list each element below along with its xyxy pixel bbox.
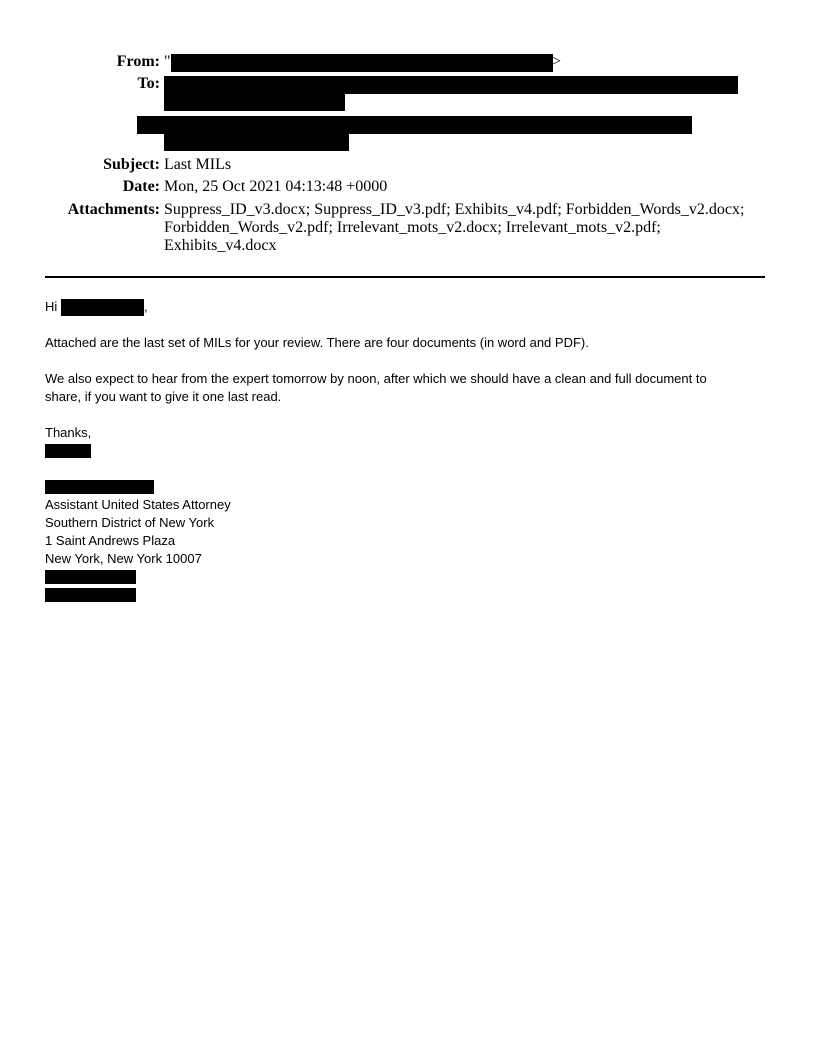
body-paragraph: We also expect to hear from the expert tomorrow by noon, after which we should have a clean and full document to [45, 371, 707, 386]
redaction-phone [45, 588, 136, 602]
subject-value: Last MILs [164, 156, 232, 173]
body-paragraph: Attached are the last set of MILs for your review. There are four documents (in word and PDF). [45, 335, 589, 350]
from-label: From: [116, 53, 160, 70]
redaction-sender-first-name [45, 444, 91, 458]
redaction-from [171, 54, 553, 72]
redaction-sender-full-name [45, 480, 154, 494]
from-quote: " [164, 53, 171, 70]
redaction-to-4 [164, 134, 349, 151]
greeting-prefix: Hi [45, 299, 58, 314]
redaction-to-3 [137, 116, 692, 134]
header-divider [45, 276, 765, 278]
attachment-list-line: Suppress_ID_v3.docx; Suppress_ID_v3.pdf; Exhibits_v4.pdf; Forbidden_Words_v2.docx; [164, 201, 745, 218]
from-bracket: > [552, 53, 562, 70]
redaction-to-1 [164, 76, 738, 94]
attachment-list-line: Exhibits_v4.docx [164, 237, 277, 254]
greeting-comma: , [144, 299, 148, 314]
signature-title: Assistant United States Attorney [45, 497, 231, 512]
subject-label: Subject: [103, 156, 160, 173]
attachment-list-line: Forbidden_Words_v2.pdf; Irrelevant_mots_v2.docx; Irrelevant_mots_v2.pdf; [164, 219, 661, 236]
date-label: Date: [122, 178, 160, 195]
closing: Thanks, [45, 425, 92, 440]
signature-address-line: 1 Saint Andrews Plaza [45, 533, 176, 548]
redaction-phone [45, 570, 136, 584]
redaction-to-2 [164, 94, 345, 111]
body-paragraph: share, if you want to give it one last read. [45, 389, 282, 404]
signature-office: Southern District of New York [45, 515, 215, 530]
to-label: To: [137, 75, 160, 92]
attachments-label: Attachments: [67, 201, 160, 218]
signature-address-line: New York, New York 10007 [45, 551, 202, 566]
date-value: Mon, 25 Oct 2021 04:13:48 +0000 [164, 178, 388, 195]
redaction-recipient-name [61, 299, 144, 316]
